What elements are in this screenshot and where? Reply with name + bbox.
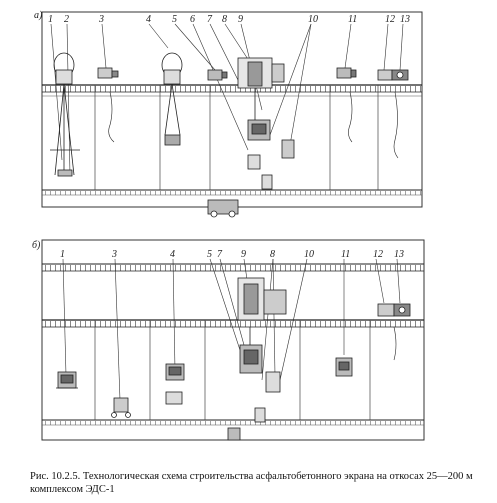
label-a-12: 12 <box>385 14 395 25</box>
panel-b-numbers <box>60 249 404 260</box>
panel-b-label: б) <box>32 240 41 251</box>
label-a-10: 10 <box>308 14 318 25</box>
label-a-8: 8 <box>222 14 227 25</box>
label-a-5: 5 <box>172 14 177 25</box>
label-b-9: 9 <box>241 249 246 260</box>
label-b-1: 1 <box>60 249 65 260</box>
label-a-6: 6 <box>190 14 195 25</box>
label-b-7: 7 <box>217 249 222 260</box>
panel-a-label: а) <box>34 10 43 21</box>
panel-a-numbers <box>48 14 410 25</box>
label-b-4: 4 <box>170 249 175 260</box>
winch-machine-a4 <box>162 53 182 145</box>
panel-a-track <box>42 85 422 195</box>
complex-eds-b <box>228 278 286 440</box>
label-a-11: 11 <box>348 14 358 25</box>
label-a-1: 1 <box>48 14 53 25</box>
label-a-2: 2 <box>64 14 69 25</box>
panel-b-track <box>42 264 424 425</box>
panel-b <box>32 240 424 440</box>
label-b-10: 10 <box>304 249 314 260</box>
label-a-7: 7 <box>207 14 212 25</box>
label-b-13: 13 <box>394 249 404 260</box>
label-b-5: 5 <box>207 249 212 260</box>
panel-a-frame <box>42 12 422 207</box>
label-b-12: 12 <box>373 249 383 260</box>
tractor-b1 <box>56 372 78 388</box>
tractor-a5 <box>208 70 227 80</box>
label-a-9: 9 <box>238 14 243 25</box>
label-b-3: 3 <box>112 249 117 260</box>
label-b-8: 8 <box>270 249 275 260</box>
tractor-b4 <box>166 364 184 404</box>
tractor-a3 <box>98 68 118 142</box>
complex-eds-a <box>238 58 294 189</box>
machine-b12 <box>378 304 410 360</box>
tractor-b11 <box>336 358 352 376</box>
label-a-13: 13 <box>400 14 410 25</box>
vehicle-a-bottom <box>208 200 238 217</box>
tractor-a11 <box>337 68 356 142</box>
panel-a <box>34 10 422 217</box>
label-b-11: 11 <box>341 249 351 260</box>
label-a-3: 3 <box>99 14 104 25</box>
figure-caption: Рис. 10.2.5. Технологическая схема строительства асфальтобетонного экрана на откосах 25—200 м комплексом ЭДС-1 <box>30 471 473 495</box>
tractor-b3 <box>112 398 131 418</box>
winch-machine-a1 <box>50 53 80 176</box>
machine-a12 <box>378 70 408 158</box>
label-a-4: 4 <box>146 14 151 25</box>
